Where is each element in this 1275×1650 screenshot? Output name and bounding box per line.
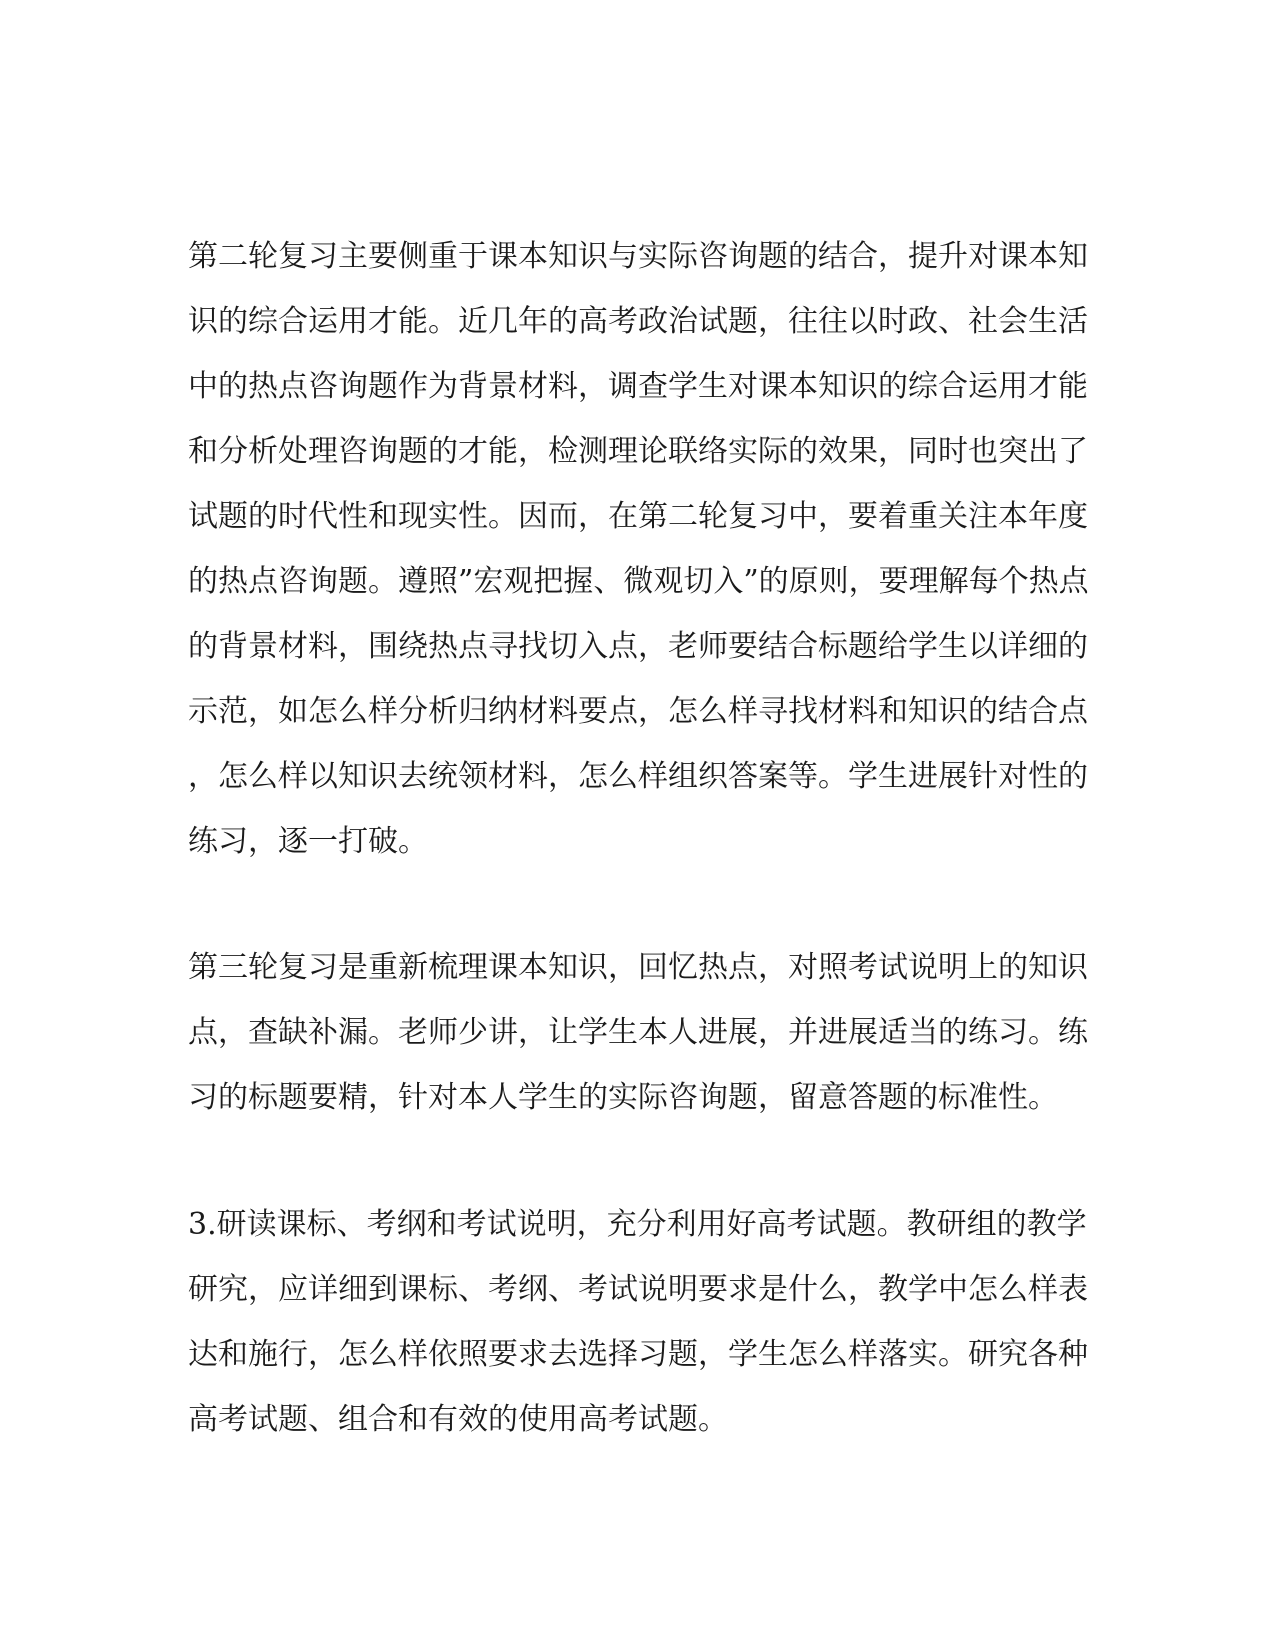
- text-line: 第三轮复习是重新梳理课本知识，回忆热点，对照考试说明上的知识: [188, 950, 1088, 985]
- text-line: 3.研读课标、考纲和考试说明，充分利用好高考试题。教研组的教学: [188, 1207, 1087, 1242]
- text-line: 中的热点咨询题作为背景材料，调查学生对课本知识的综合运用才能: [188, 369, 1088, 404]
- text-line: 试题的时代性和现实性。因而，在第二轮复习中，要着重关注本年度: [188, 499, 1088, 534]
- text-line: 识的综合运用才能。近几年的高考政治试题，往往以时政、社会生活: [188, 304, 1088, 339]
- text-line: 习的标题要精，针对本人学生的实际咨询题，留意答题的标准性。: [188, 1080, 1058, 1115]
- text-line: 和分析处理咨询题的才能，检测理论联络实际的效果，同时也突出了: [188, 434, 1088, 469]
- text-line: 高考试题、组合和有效的使用高考试题。: [188, 1402, 728, 1437]
- text-line: 练习，逐一打破。: [188, 824, 428, 859]
- text-line: 达和施行，怎么样依照要求去选择习题，学生怎么样落实。研究各种: [188, 1337, 1088, 1372]
- text-line: 示范，如怎么样分析归纳材料要点，怎么样寻找材料和知识的结合点: [188, 694, 1088, 729]
- text-line: 的背景材料，围绕热点寻找切入点，老师要结合标题给学生以详细的: [188, 629, 1088, 664]
- text-line: 研究，应详细到课标、考纲、考试说明要求是什么，教学中怎么样表: [188, 1272, 1088, 1307]
- text-line: 第二轮复习主要侧重于课本知识与实际咨询题的结合，提升对课本知: [188, 239, 1088, 274]
- text-line: ，怎么样以知识去统领材料，怎么样组织答案等。学生进展针对性的: [188, 759, 1088, 794]
- paragraph-second-round-review: [188, 224, 1089, 874]
- text-line: 的热点咨询题。遵照”宏观把握、微观切入”的原则，要理解每个热点: [188, 564, 1089, 599]
- text-line: 点，查缺补漏。老师少讲，让学生本人进展，并进展适当的练习。练: [188, 1015, 1088, 1050]
- paragraph-third-round-review: [188, 935, 1088, 1130]
- paragraph-study-curriculum: [188, 1192, 1088, 1452]
